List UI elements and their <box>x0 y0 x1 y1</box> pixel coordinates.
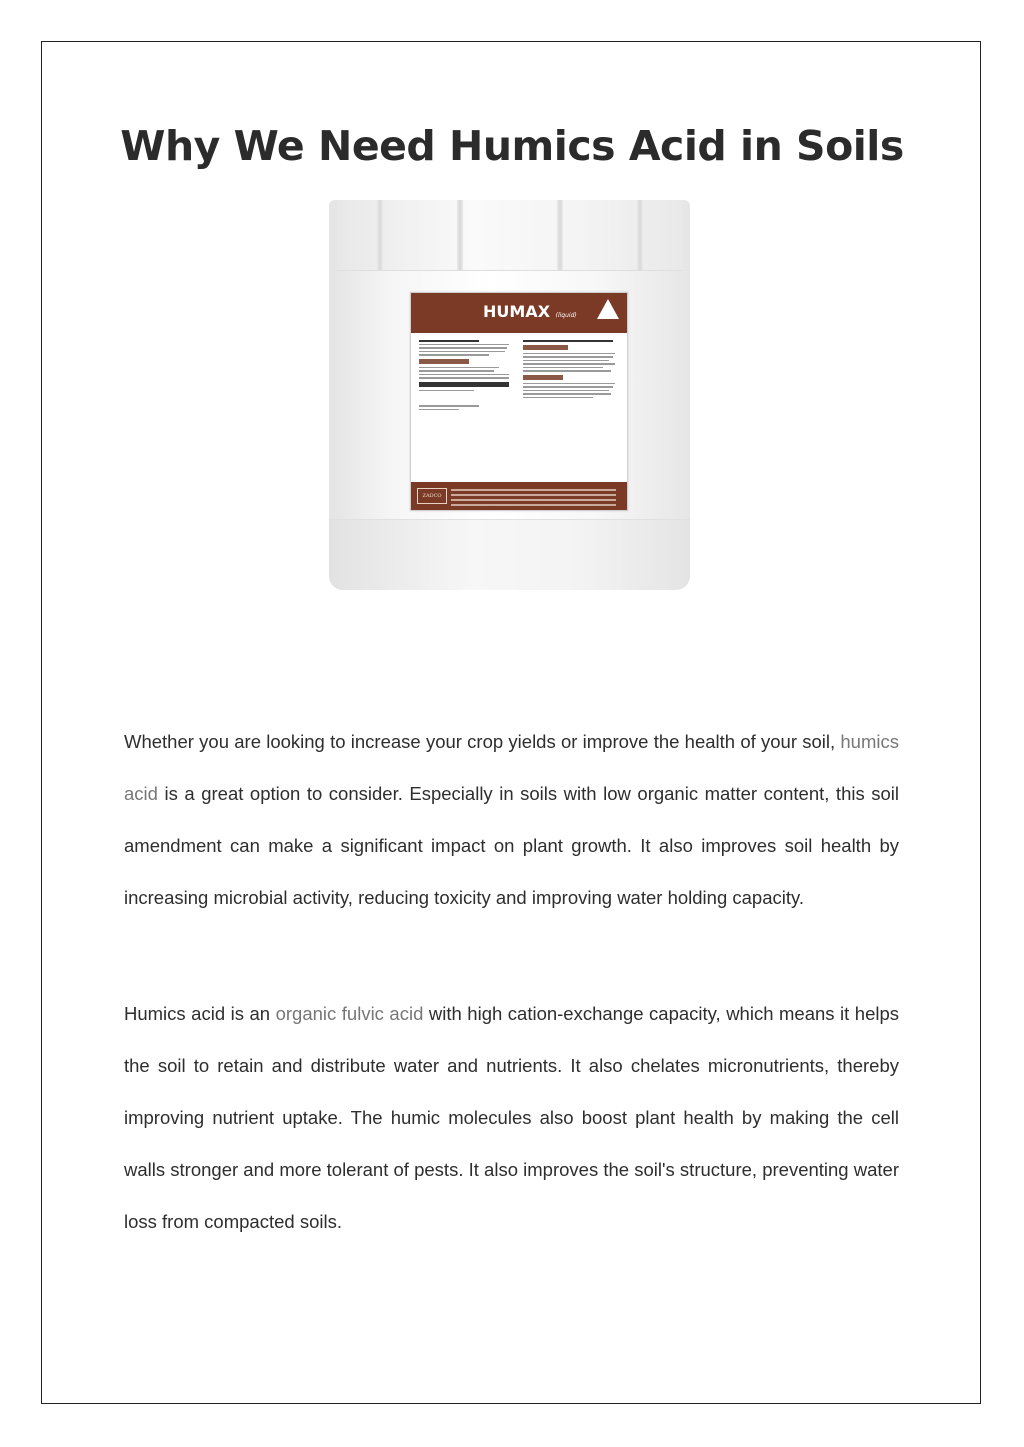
product-image <box>329 200 690 590</box>
paragraph-1-text-start: Whether you are looking to increase your crop yields or improve the health of your soil, <box>124 731 836 752</box>
jug-rib <box>557 200 563 270</box>
label-column-right <box>523 338 619 400</box>
label-brand: HUMAX (liquid) <box>483 302 577 321</box>
brand-logo-icon <box>597 299 619 319</box>
label-footer <box>411 482 627 510</box>
paragraph-2-text-end: with high cation-exchange capacity, which means it helps the soil to retain and distribute water and nutrients. It also chelates micronutrients, thereby improving nutrient uptake. The humic molecules also boost plant health by making the cell walls stronger and more tolerant of pests. It also improves the soil's structure, preventing water loss from compacted soils. <box>124 1003 900 1232</box>
organic-fulvic-acid-link[interactable]: organic fulvic acid <box>275 1003 424 1024</box>
page-title: Why We Need Humics Acid in Soils <box>120 122 904 170</box>
jug-shoulder <box>337 200 682 271</box>
paragraph-1 <box>124 716 899 924</box>
jug-base <box>329 519 690 590</box>
jug-rib <box>457 200 463 270</box>
label-header <box>411 293 627 333</box>
product-label <box>410 292 628 511</box>
humics-acid-link[interactable]: humics acid <box>124 731 899 804</box>
label-column-left <box>419 338 515 412</box>
paragraph-2 <box>124 988 899 1248</box>
paragraph-1-text-end: is a great option to consider. Especially in soils with low organic matter content, this soil amendment can make a significant impact on plant growth. It also improves soil health by increasing microbial activity, reducing toxicity and improving water holding capacity. <box>124 783 900 908</box>
maker-logo: ZADCO <box>417 488 447 504</box>
jug-rib <box>637 200 643 270</box>
jug-rib <box>377 200 383 270</box>
paragraph-2-text-start: Humics acid is an <box>124 1003 271 1024</box>
